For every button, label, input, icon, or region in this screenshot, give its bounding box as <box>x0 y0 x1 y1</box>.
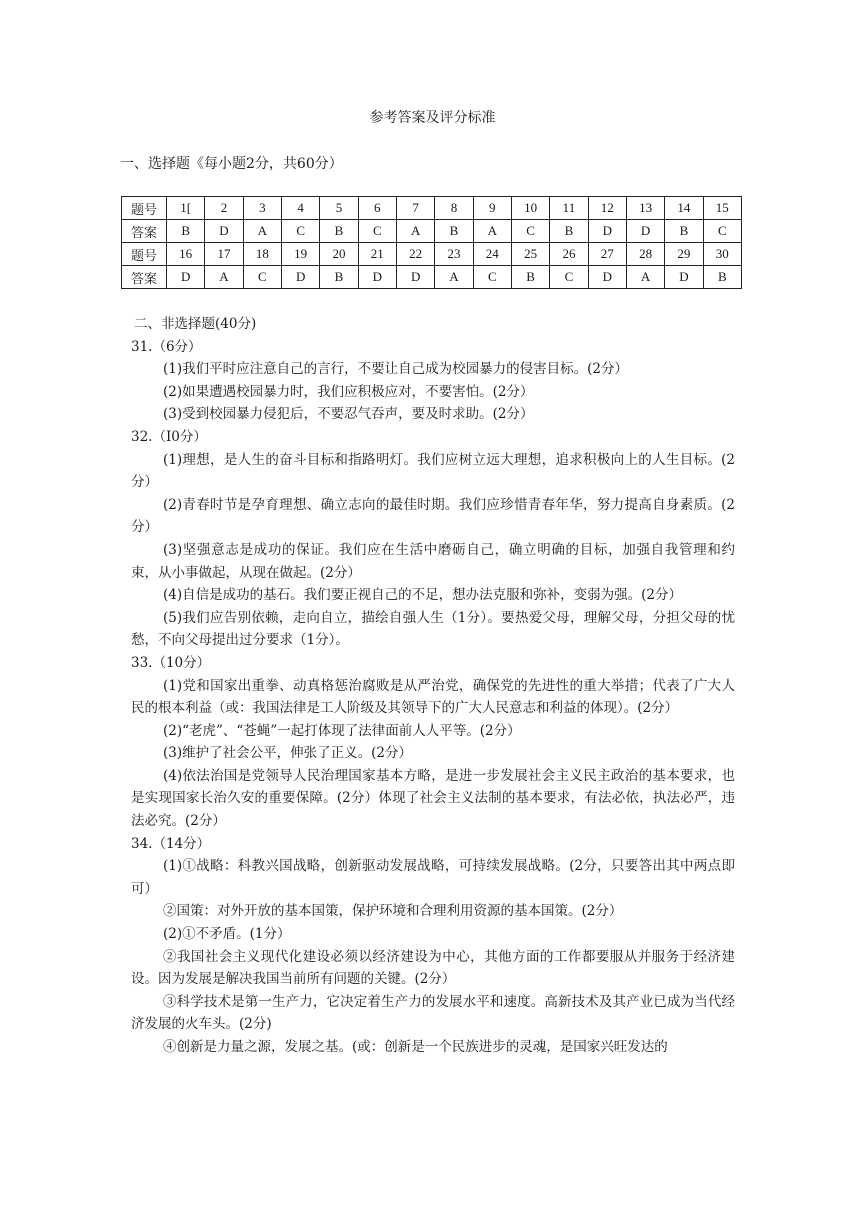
table-row <box>122 220 742 243</box>
table-row <box>122 197 742 220</box>
table-cell: 6 <box>358 197 396 220</box>
table-cell: 22 <box>396 243 434 266</box>
table-cell: 14 <box>665 197 703 220</box>
question-31-heading: 31.（6分） <box>131 338 202 355</box>
table-cell: D <box>665 266 703 289</box>
answer-item: (3)维护了社会公平，伸张了正义。(2分） <box>163 745 412 762</box>
answer-body <box>131 313 735 1059</box>
answer-item: (1)我们平时应注意自己的言行，不要让自己成为校园暴力的侵害目标。(2分） <box>163 361 628 378</box>
table-cell: B <box>167 220 205 243</box>
section-2-heading: 二、非选择题(40分) <box>134 316 257 332</box>
answer-item: (3)受到校园暴力侵犯后，不要忍气吞声，要及时求助。(2分） <box>163 406 534 423</box>
question-34-heading: 34.（14分） <box>131 835 211 852</box>
table-cell: D <box>588 266 626 289</box>
table-cell: B <box>320 220 358 243</box>
table-cell: B <box>435 220 473 243</box>
table-cell: A <box>435 266 473 289</box>
table-cell: 13 <box>626 197 664 220</box>
table-cell: 4 <box>281 197 319 220</box>
table-cell: B <box>703 266 741 289</box>
table-cell: 19 <box>281 243 319 266</box>
table-cell: 9 <box>473 197 511 220</box>
question-33-heading: 33.（10分） <box>131 654 211 671</box>
table-cell: B <box>550 220 588 243</box>
answer-item: (4)自信是成功的基石。我们要正视自己的不足，想办法克服和弥补，变弱为强。(2分） <box>163 587 682 604</box>
table-cell: 5 <box>320 197 358 220</box>
table-cell: 24 <box>473 243 511 266</box>
table-cell: 8 <box>435 197 473 220</box>
table-cell: C <box>358 220 396 243</box>
table-cell: D <box>281 266 319 289</box>
table-cell: C <box>473 266 511 289</box>
answer-item: ②国策：对外开放的基本国策，保护环境和合理利用资源的基本国策。(2分） <box>163 903 623 920</box>
answer-item: (1)理想，是人生的奋斗目标和指路明灯。我们应树立远大理想，追求积极向上的人生目标。(2分） <box>131 451 735 491</box>
answer-item: (5)我们应告别依赖，走向自立，描绘自强人生（1分）。要热爱父母，理解父母，分担父母的忧愁，不向父母提出过分要求（1分）。 <box>131 609 735 649</box>
table-cell: 26 <box>550 243 588 266</box>
table-cell: 16 <box>167 243 205 266</box>
table-cell: B <box>320 266 358 289</box>
answer-item: (3)坚强意志是成功的保证。我们应在生活中磨砺自己，确立明确的目标，加强自我管理和约束，从小事做起，从现在做起。(2分） <box>131 541 735 581</box>
answer-item: (2)青春时节是孕育理想、确立志向的最佳时期。我们应珍惜青春年华，努力提高自身素质。(2分） <box>131 496 735 536</box>
table-cell: D <box>358 266 396 289</box>
answer-item: (2)如果遭遇校园暴力时，我们应积极应对，不要害怕。(2分） <box>163 383 534 400</box>
table-cell: A <box>626 266 664 289</box>
table-cell: 29 <box>665 243 703 266</box>
table-cell: 30 <box>703 243 741 266</box>
table-cell: C <box>511 220 549 243</box>
row-label-question: 题号 <box>122 243 167 266</box>
table-cell: B <box>665 220 703 243</box>
table-cell: A <box>473 220 511 243</box>
table-cell: 1[ <box>167 197 205 220</box>
table-cell: B <box>511 266 549 289</box>
answer-item: (2)①不矛盾。(1分） <box>163 926 291 943</box>
table-cell: 27 <box>588 243 626 266</box>
row-label-question: 题号 <box>122 197 167 220</box>
table-cell: C <box>550 266 588 289</box>
table-row <box>122 243 742 266</box>
table-cell: 28 <box>626 243 664 266</box>
table-cell: 25 <box>511 243 549 266</box>
row-label-answer: 答案 <box>122 266 167 289</box>
table-cell: A <box>243 220 281 243</box>
table-cell: A <box>396 220 434 243</box>
answer-item: ④创新是力量之源，发展之基。(或：创新是一个民族进步的灵魂，是国家兴旺发达的 <box>163 1039 668 1055</box>
table-cell: C <box>243 266 281 289</box>
answer-item: (1)党和国家出重拳、动真格惩治腐败是从严治党，确保党的先进性的重大举措；代表了广大人民的根本利益（或：我国法律是工人阶级及其领导下的广大人民意志和利益的体现）。(2分） <box>131 677 735 717</box>
table-row <box>122 266 742 289</box>
table-cell: 21 <box>358 243 396 266</box>
table-cell: 2 <box>205 197 243 220</box>
answer-item: ③科学技术是第一生产力，它决定着生产力的发展水平和速度。高新技术及其产业已成为当代经济发展的火车头。(2分) <box>131 993 735 1033</box>
section-1-heading: 一、选择题《每小题2分，共60分） <box>120 156 343 172</box>
answer-table <box>121 196 742 289</box>
table-cell: D <box>588 220 626 243</box>
answer-item: ②我国社会主义现代化建设必须以经济建设为中心，其他方面的工作都要服从并服务于经济建设。因为发展是解决我国当前所有问题的关键。(2分） <box>131 948 735 988</box>
table-cell: D <box>396 266 434 289</box>
row-label-answer: 答案 <box>122 220 167 243</box>
answer-item: (2)“老虎”、“苍蝇”一起打体现了法律面前人人平等。(2分） <box>163 722 521 739</box>
table-cell: D <box>626 220 664 243</box>
table-cell: 15 <box>703 197 741 220</box>
answer-item: (1)①战略：科教兴国战略，创新驱动发展战略，可持续发展战略。(2分，只要答出其中两点即可） <box>131 858 735 897</box>
table-cell: 20 <box>320 243 358 266</box>
table-cell: 12 <box>588 197 626 220</box>
table-cell: 23 <box>435 243 473 266</box>
question-32-heading: 32.（I0分） <box>131 428 207 445</box>
table-cell: 3 <box>243 197 281 220</box>
answer-item: (4)依法治国是党领导人民治理国家基本方略，是进一步发展社会主义民主政治的基本要求，也是实现国家长治久安的重要保障。(2分）体现了社会主义法制的基本要求，有法必依，执法必严，违法必究。(2分） <box>131 767 735 830</box>
table-cell: D <box>205 220 243 243</box>
table-cell: 7 <box>396 197 434 220</box>
table-cell: 18 <box>243 243 281 266</box>
table-cell: 11 <box>550 197 588 220</box>
table-cell: A <box>205 266 243 289</box>
table-cell: 17 <box>205 243 243 266</box>
table-cell: 10 <box>511 197 549 220</box>
table-cell: C <box>703 220 741 243</box>
table-cell: D <box>167 266 205 289</box>
table-cell: C <box>281 220 319 243</box>
page-title: 参考答案及评分标准 <box>369 110 496 126</box>
